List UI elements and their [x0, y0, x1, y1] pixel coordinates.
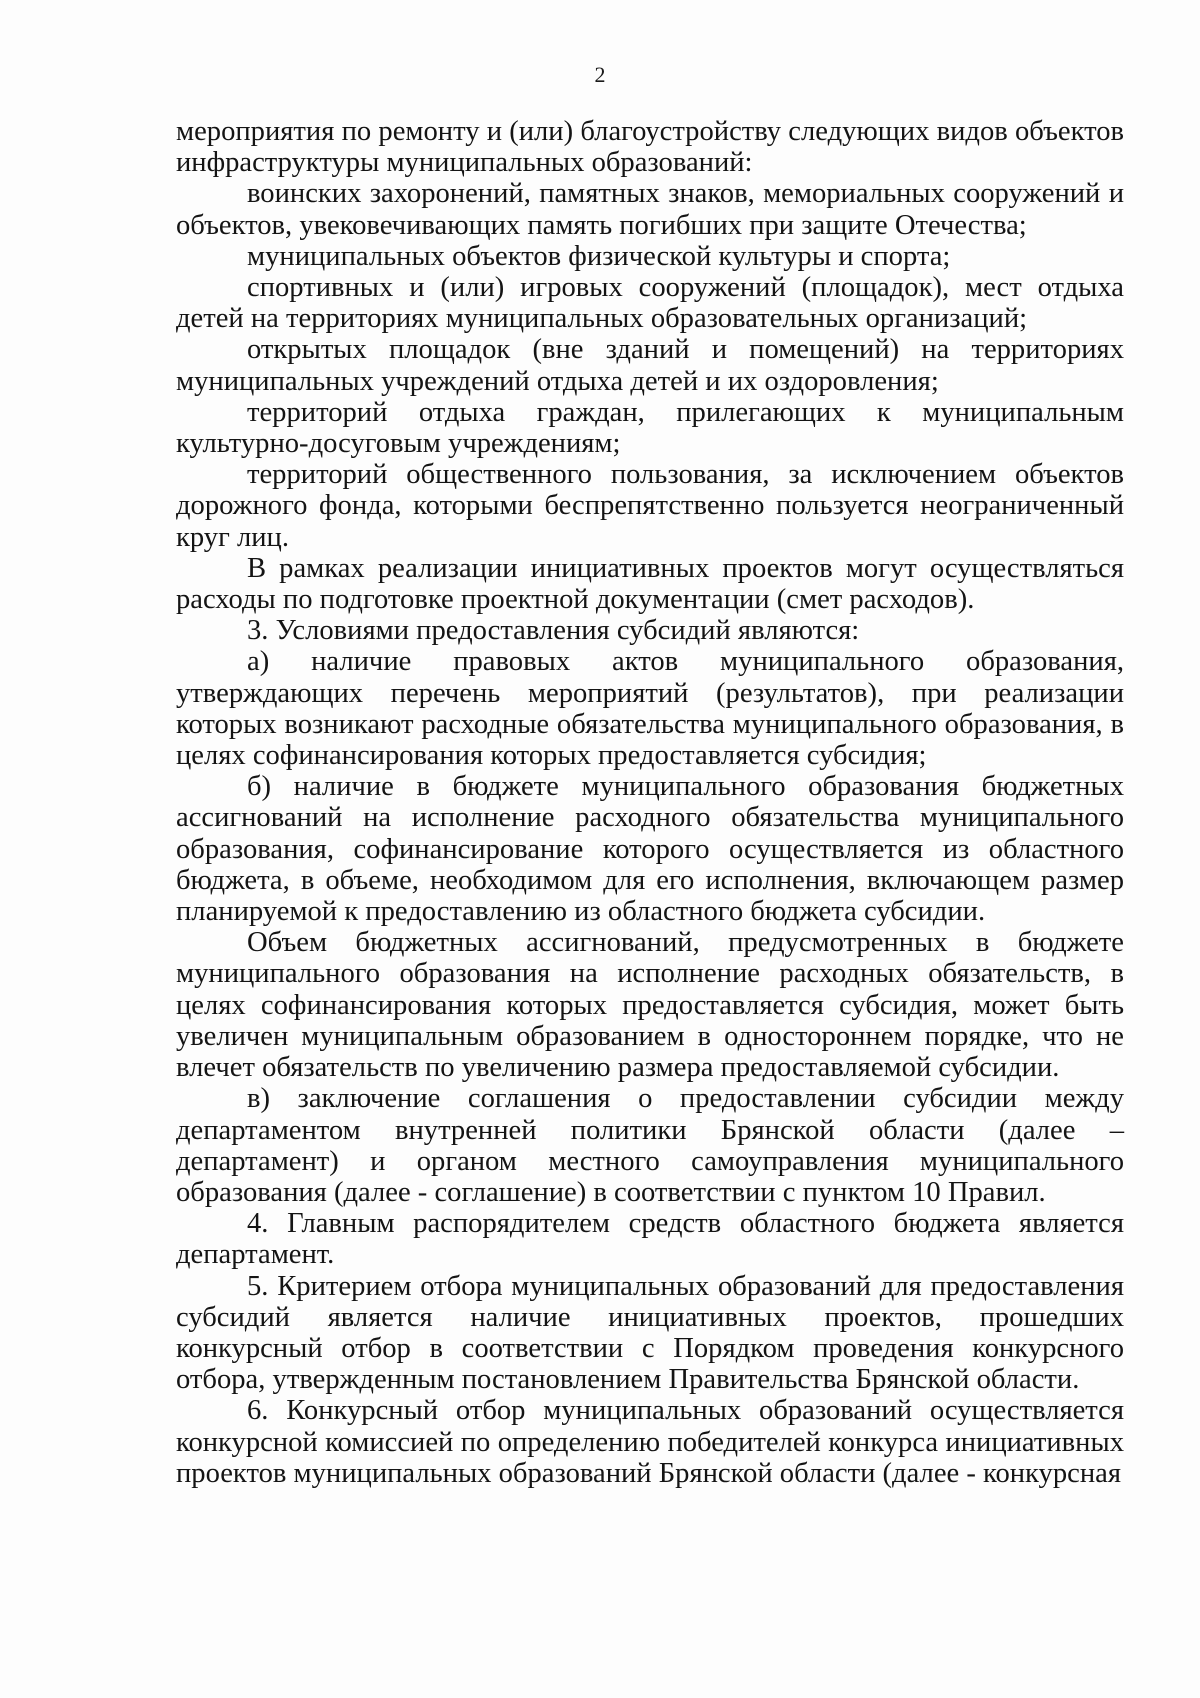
paragraph: 5. Критерием отбора муниципальных образований для предоставления субсидий является наличие инициативных проектов, прошедших конкурсный отбор в соответствии с Порядком проведения конкурсного отбора, утвержденным постановлением Правительства Брянской области.: [176, 1270, 1124, 1396]
document-body: [176, 116, 1124, 1489]
paragraph: а) наличие правовых актов муниципального образования, утверждающих перечень мероприятий (результатов), при реализации которых возникают расходные обязательства муниципального образования, в целях софинансирования которых предоставляется субсидия;: [176, 646, 1124, 772]
paragraph: спортивных и (или) игровых сооружений (площадок), мест отдыха детей на территориях муниципальных образовательных организаций;: [176, 272, 1124, 335]
paragraph: В рамках реализации инициативных проектов могут осуществляться расходы по подготовке проектной документации (смет расходов).: [176, 552, 1124, 616]
paragraph: 6. Конкурсный отбор муниципальных образований осуществляется конкурсной комиссией по определению победителей конкурса инициативных проектов муниципальных образований Брянской области (далее - конкурсная: [176, 1395, 1124, 1489]
paragraph: 4. Главным распорядителем средств областного бюджета является департамент.: [176, 1208, 1124, 1271]
paragraph: муниципальных объектов физической культуры и спорта;: [247, 240, 951, 272]
paragraph: воинских захоронений, памятных знаков, мемориальных сооружений и объектов, увековечивающих память погибших при защите Отечества;: [176, 178, 1124, 241]
paragraph: территорий отдыха граждан, прилегающих к муниципальным культурно-досуговым учреждениям;: [176, 396, 1124, 460]
paragraph: территорий общественного пользования, за исключением объектов дорожного фонда, которыми беспрепятственно пользуется неограниченный круг лиц.: [176, 459, 1124, 553]
paragraph: 3. Условиями предоставления субсидий являются:: [247, 615, 860, 647]
paragraph: б) наличие в бюджете муниципального образования бюджетных ассигнований на исполнение расходного обязательства муниципального образования, софинансирование которого осуществляется из областного бюджета, в объеме, необходимом для его исполнения, включающем размер планируемой к предоставлению из областного бюджета субсидии.: [176, 771, 1124, 928]
paragraph: мероприятия по ремонту и (или) благоустройству следующих видов объектов инфраструктуры муниципальных образований:: [176, 116, 1124, 179]
paragraph: Объем бюджетных ассигнований, предусмотренных в бюджете муниципального образования на исполнение расходных обязательств, в целях софинансирования которых предоставляется субсидия, может быть увеличен муниципальным образованием в одностороннем порядке, что не влечет обязательств по увеличению размера предоставляемой субсидии.: [176, 927, 1124, 1084]
page-number: 2: [594, 62, 606, 87]
paragraph: в) заключение соглашения о предоставлении субсидии между департаментом внутренней политики Брянской области (далее – департамент) и органом местного самоуправления муниципального образования (далее - соглашение) в соответствии с пунктом 10 Правил.: [176, 1083, 1124, 1208]
paragraph: открытых площадок (вне зданий и помещений) на территориях муниципальных учреждений отдыха детей и их оздоровления;: [176, 334, 1124, 397]
